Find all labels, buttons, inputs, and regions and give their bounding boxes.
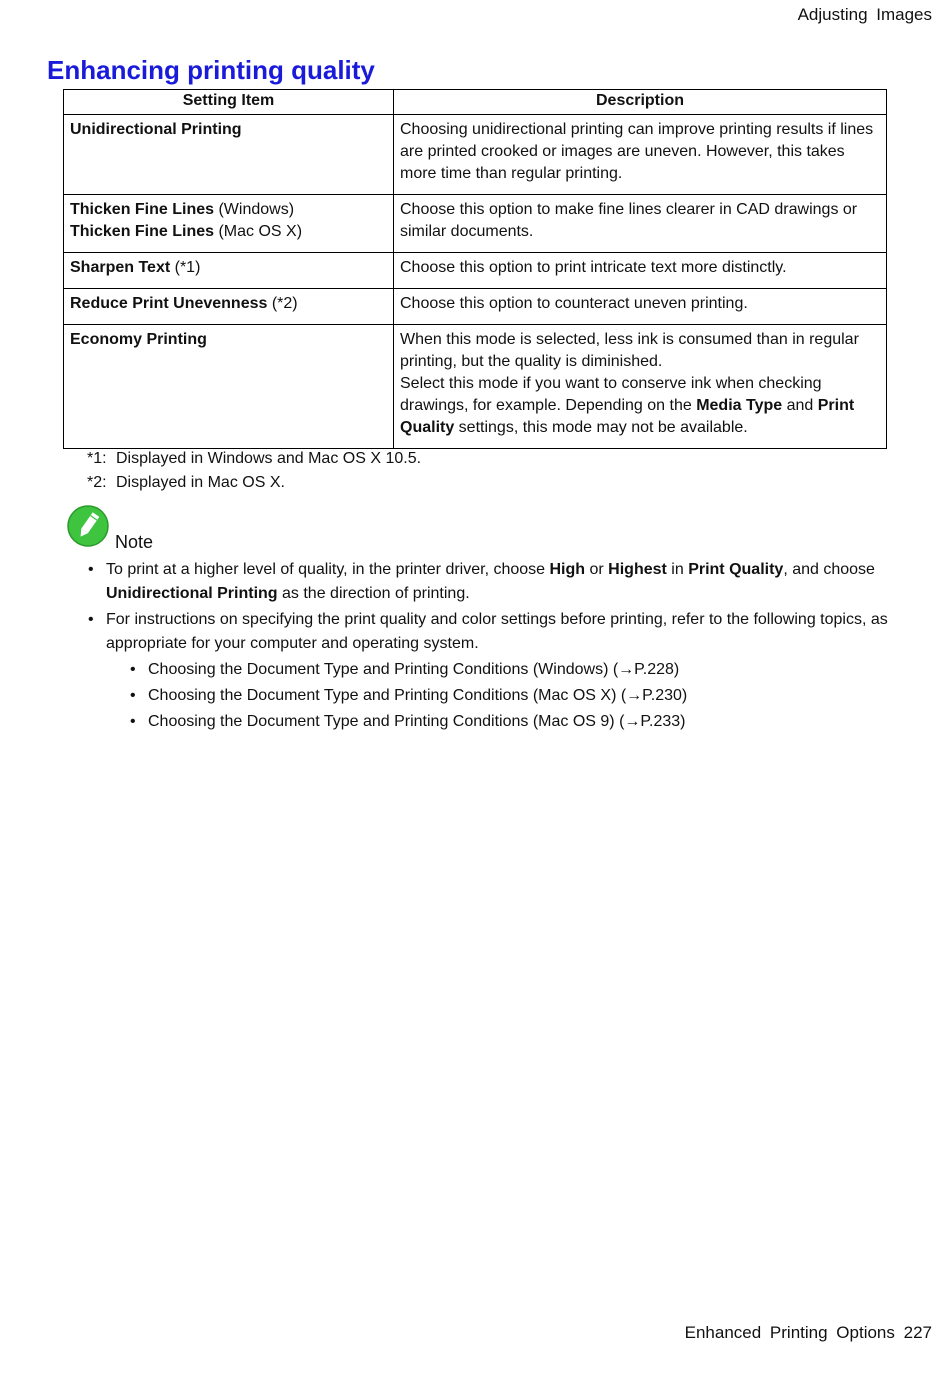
description-paragraph (400, 119, 881, 185)
table-row (64, 325, 887, 449)
text-run: For instructions on specifying the print quality and color settings before printing, refer to the following topics, as appropriate for your computer and operating system. (106, 611, 888, 652)
footnote (87, 471, 421, 495)
text-run: Choose this option to print intricate text more distinctly. (400, 259, 787, 276)
description-paragraph (400, 293, 881, 315)
setting-item-cell (64, 115, 394, 195)
table-row (64, 289, 887, 325)
description-paragraph (400, 199, 881, 243)
bold-term: Media Type (696, 397, 783, 414)
setting-item-cell (64, 253, 394, 289)
footnote-text: Displayed in Mac OS X. (116, 474, 285, 491)
text-run: Choose this option to make fine lines clearer in CAD drawings or similar documents. (400, 201, 858, 240)
column-header-description: Description (394, 90, 887, 115)
setting-qualifier: (*1) (170, 259, 201, 276)
setting-item-line (70, 329, 388, 351)
text-run: and (782, 397, 818, 414)
topic-link[interactable]: • Choosing the Document Type and Printing Conditions (Mac OS X) (→P.230) (106, 684, 888, 708)
bold-term: Print Quality (400, 397, 855, 436)
setting-item-line (70, 293, 388, 315)
setting-qualifier: (*2) (267, 295, 298, 312)
setting-item-cell (64, 289, 394, 325)
setting-item-line (70, 199, 388, 221)
setting-name: Thicken Fine Lines (70, 223, 215, 240)
setting-name: Economy Printing (70, 331, 207, 348)
description-cell (394, 289, 887, 325)
topic-link[interactable]: • Choosing the Document Type and Printing Conditions (Windows) (→P.228) (106, 658, 888, 682)
setting-qualifier: (Windows) (214, 201, 295, 218)
footer-chapter: Enhanced Printing Options (684, 1323, 895, 1342)
text-run: in (666, 561, 689, 578)
text-run: Select this mode if you want to conserve ink when checking drawings, for example. Depending on the (400, 375, 822, 414)
setting-name: Thicken Fine Lines (70, 201, 215, 218)
setting-qualifier: (Mac OS X) (214, 223, 303, 240)
note-item (88, 558, 888, 606)
description-cell (394, 195, 887, 253)
bold-term: Unidirectional Printing (106, 585, 278, 602)
pencil-note-icon (67, 505, 109, 547)
running-footer (685, 1323, 932, 1343)
description-paragraph (400, 257, 881, 279)
setting-item-line (70, 119, 388, 141)
footnote-mark: *1: (87, 450, 107, 467)
text-run: Choose this option to counteract uneven printing. (400, 295, 748, 312)
table-row (64, 115, 887, 195)
table-header-row (64, 90, 887, 115)
table-row (64, 195, 887, 253)
setting-name: Sharpen Text (70, 259, 171, 276)
setting-item-cell (64, 325, 394, 449)
settings-table (63, 89, 887, 449)
footnote-text: Displayed in Windows and Mac OS X 10.5. (116, 450, 422, 467)
bold-term: Highest (608, 561, 667, 578)
table-row (64, 253, 887, 289)
footnotes (87, 447, 421, 495)
topic-list (106, 658, 888, 734)
running-header: Adjusting Images (797, 5, 932, 24)
description-cell (394, 253, 887, 289)
page-title: Enhancing printing quality (47, 55, 375, 85)
text-run: as the direction of printing. (277, 585, 470, 602)
setting-item-line (70, 257, 388, 279)
text-run: To print at a higher level of quality, in the printer driver, choose (106, 561, 550, 578)
footnote-mark: *2: (87, 474, 107, 491)
bold-term: High (549, 561, 586, 578)
text-run: When this mode is selected, less ink is consumed than in regular printing, but the quality is diminished. (400, 331, 859, 370)
page-number: 227 (903, 1323, 932, 1342)
text-run: Choosing unidirectional printing can improve printing results if lines are printed crooked or images are uneven. However, this takes more time than regular printing. (400, 121, 874, 182)
bold-term: Print Quality (688, 561, 784, 578)
setting-item-line (70, 221, 388, 243)
text-run: settings, this mode may not be available. (454, 419, 748, 436)
setting-name: Unidirectional Printing (70, 121, 242, 138)
note-label: Note (115, 532, 154, 552)
description-paragraph (400, 373, 881, 439)
column-header-setting-item: Setting Item (64, 90, 394, 115)
text-run: or (585, 561, 609, 578)
note-list (88, 558, 888, 736)
description-cell (394, 115, 887, 195)
topic-link[interactable]: • Choosing the Document Type and Printing Conditions (Mac OS 9) (→P.233) (106, 710, 888, 734)
description-cell (394, 325, 887, 449)
note-item (88, 608, 888, 734)
text-run: , and choose (783, 561, 875, 578)
setting-item-cell (64, 195, 394, 253)
footnote (87, 447, 421, 471)
description-paragraph (400, 329, 881, 373)
setting-name: Reduce Print Unevenness (70, 295, 268, 312)
